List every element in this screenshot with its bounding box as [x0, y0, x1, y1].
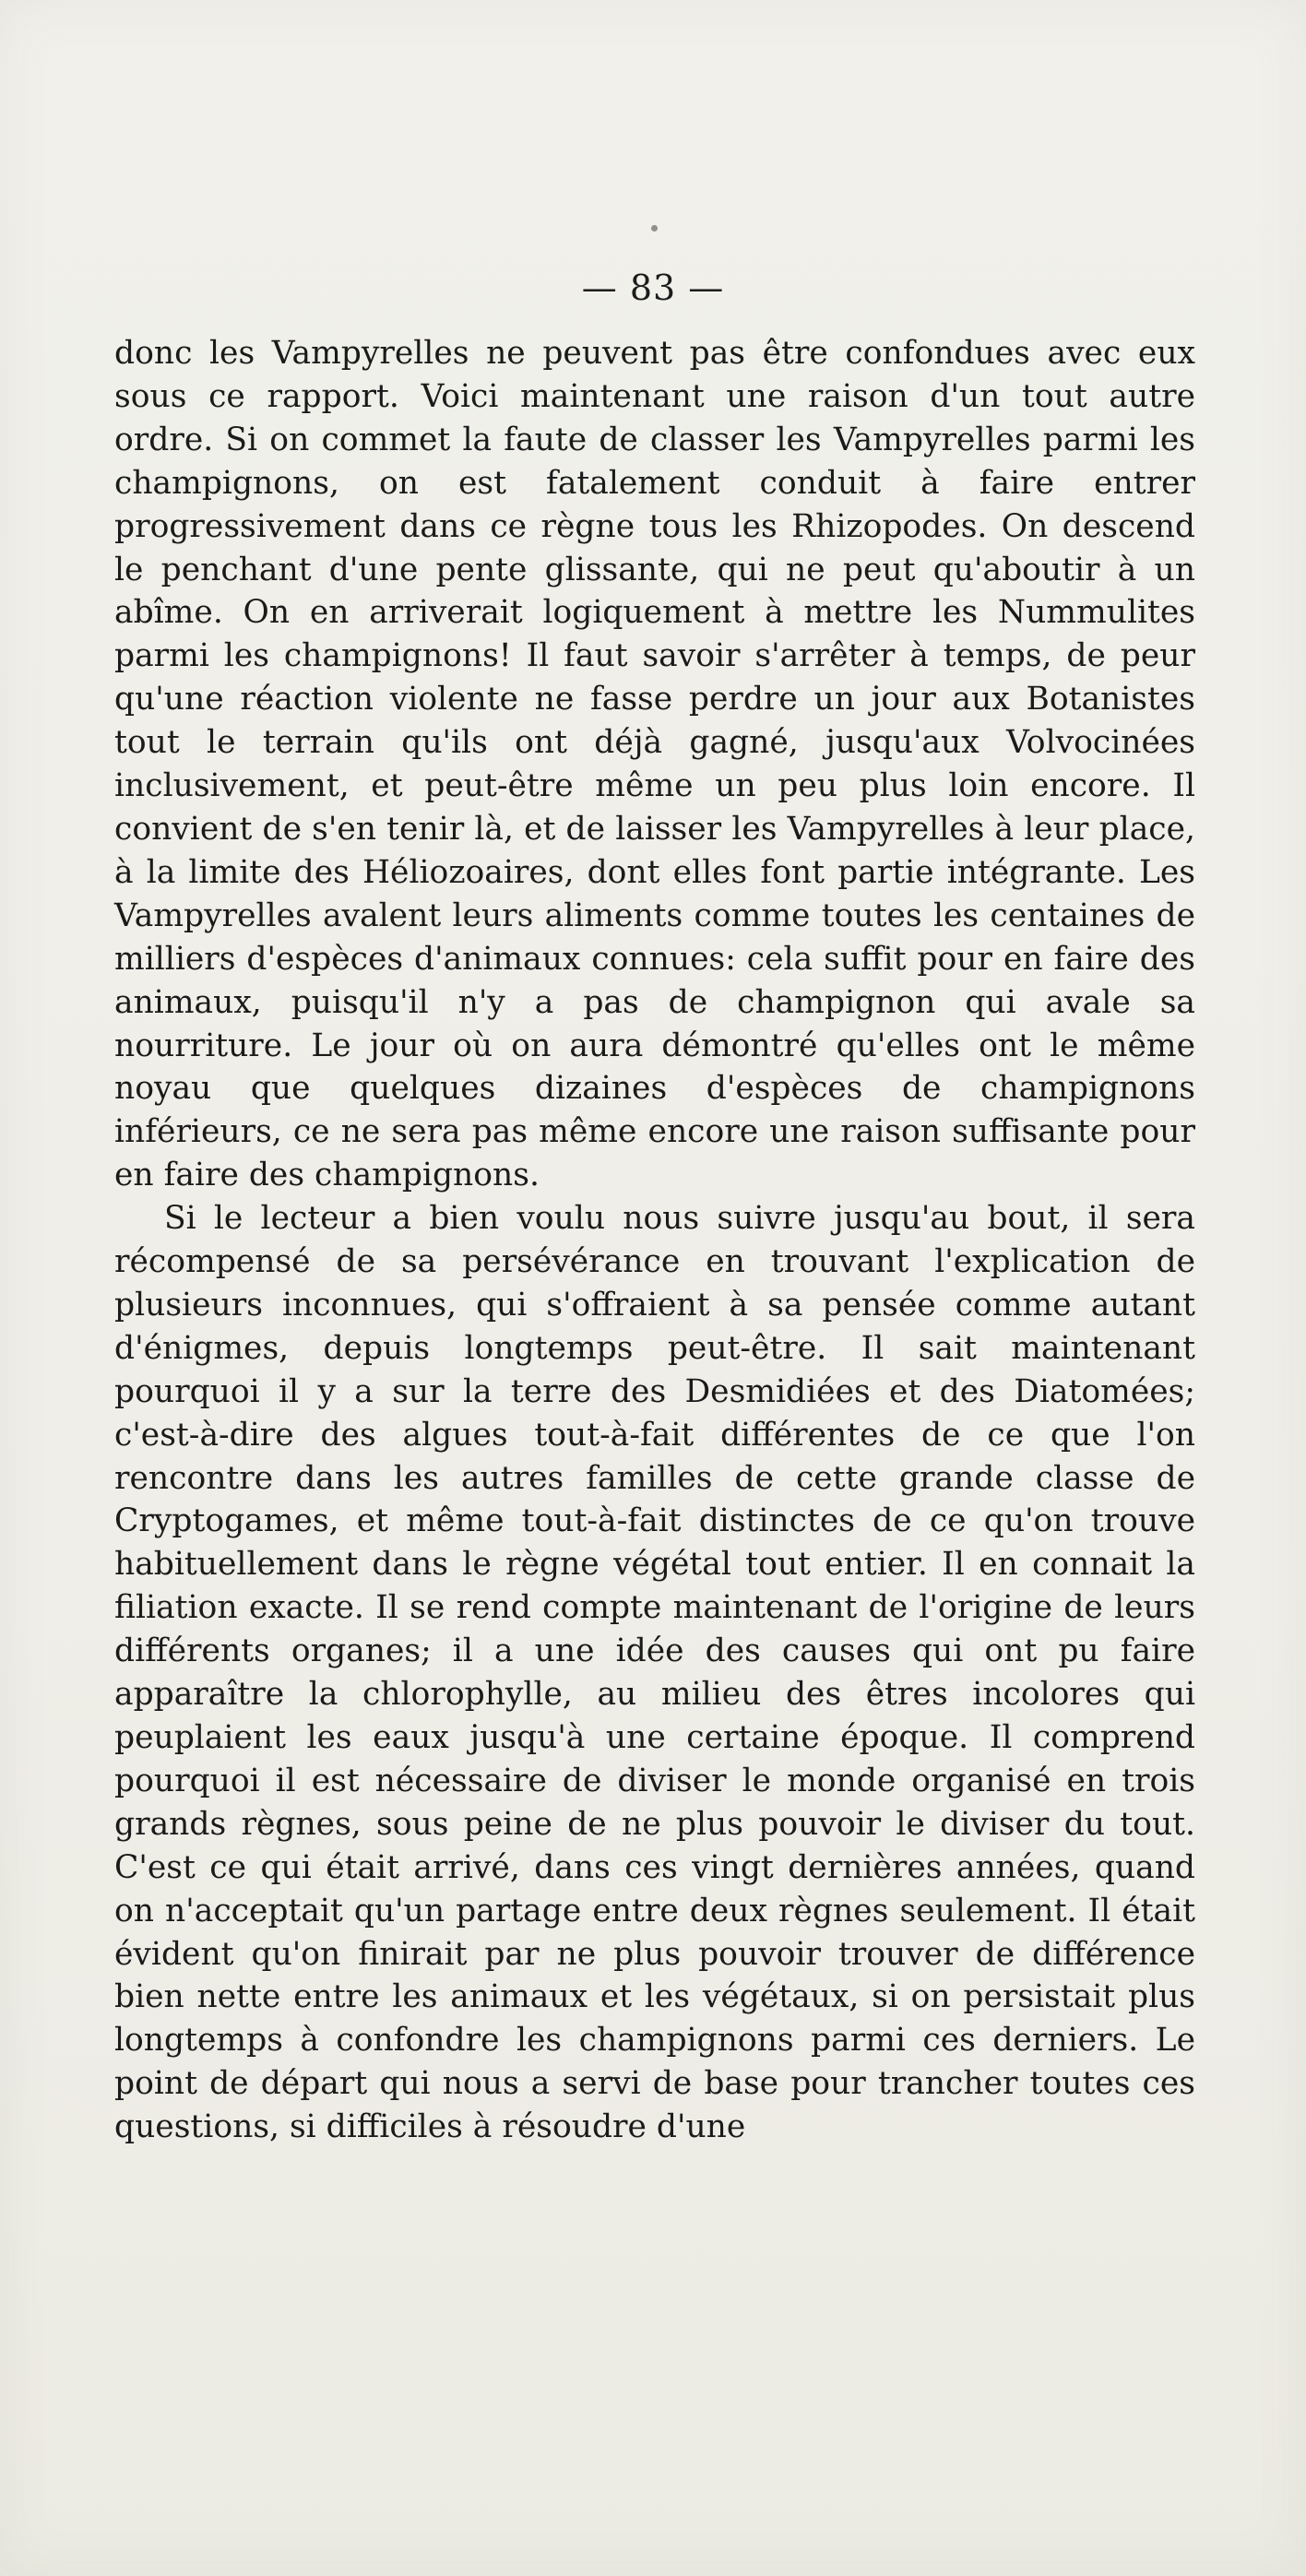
ink-spot — [651, 225, 658, 231]
paragraph-1: donc les Vampyrelles ne peuvent pas être confondues avec eux sous ce rapport. Voici maintenant une raison d'un tout autre ordre. Si on commet la faute de classer les Vampyrelles parmi les champignons, on est fatalement conduit à faire entrer progressivement dans ce règne tous les Rhizopodes. On descend le penchant d'une pente glissante, qui ne peut qu'aboutir à un abîme. On en arriverait logiquement à mettre les Nummulites parmi les champignons! Il faut savoir s'arrêter à temps, de peur qu'une réaction violente ne fasse perdre un jour aux Botanistes tout le terrain qu'ils ont déjà gagné, jusqu'aux Volvocinées inclusivement, et peut-être même un peu plus loin encore. Il convient de s'en tenir là, et de laisser les Vampyrelles à leur place, à la limite des Héliozoaires, dont elles font partie intégrante. Les Vampyrelles avalent leurs aliments comme toutes les centaines de milliers d'espèces d'animaux connues: cela suffit pour en faire des animaux, puisqu'il n'y a pas de champignon qui avale sa nourriture. Le jour où on aura démontré qu'elles ont le même noyau que quelques dizaines d'espèces de champignons inférieurs, ce ne sera pas même encore une raison suffisante pour en faire des champignons. — [114, 335, 1195, 1194]
page-number: — 83 — — [581, 267, 725, 308]
body-text — [114, 332, 1195, 2149]
paragraph-2: Si le lecteur a bien voulu nous suivre jusqu'au bout, il sera récompensé de sa persévérance en trouvant l'explication de plusieurs inconnues, qui s'offraient à sa pensée comme autant d'énigmes, depuis longtemps peut-être. Il sait maintenant pourquoi il y a sur la terre des Desmidiées et des Diatomées; c'est-à-dire des algues tout-à-fait différentes de ce que l'on rencontre dans les autres familles de cette grande classe de Cryptogames, et même tout-à-fait distinctes de ce qu'on trouve habituellement dans le règne végétal tout entier. Il en connait la filiation exacte. Il se rend compte maintenant de l'origine de leurs différents organes; il a une idée des causes qui ont pu faire apparaître la chlorophylle, au milieu des êtres incolores qui peuplaient les eaux jusqu'à une certaine époque. Il comprend pourquoi il est nécessaire de diviser le monde organisé en trois grands règnes, sous peine de ne plus pouvoir le diviser du tout. C'est ce qui était arrivé, dans ces vingt dernières années, quand on n'acceptait qu'un partage entre deux règnes seulement. Il était évident qu'on finirait par ne plus pouvoir trouver de différence bien nette entre les animaux et les végétaux, si on persistait plus longtemps à confondre les champignons parmi ces derniers. Le point de départ qui nous a servi de base pour trancher toutes ces questions, si difficiles à résoudre d'une — [114, 1200, 1195, 2146]
